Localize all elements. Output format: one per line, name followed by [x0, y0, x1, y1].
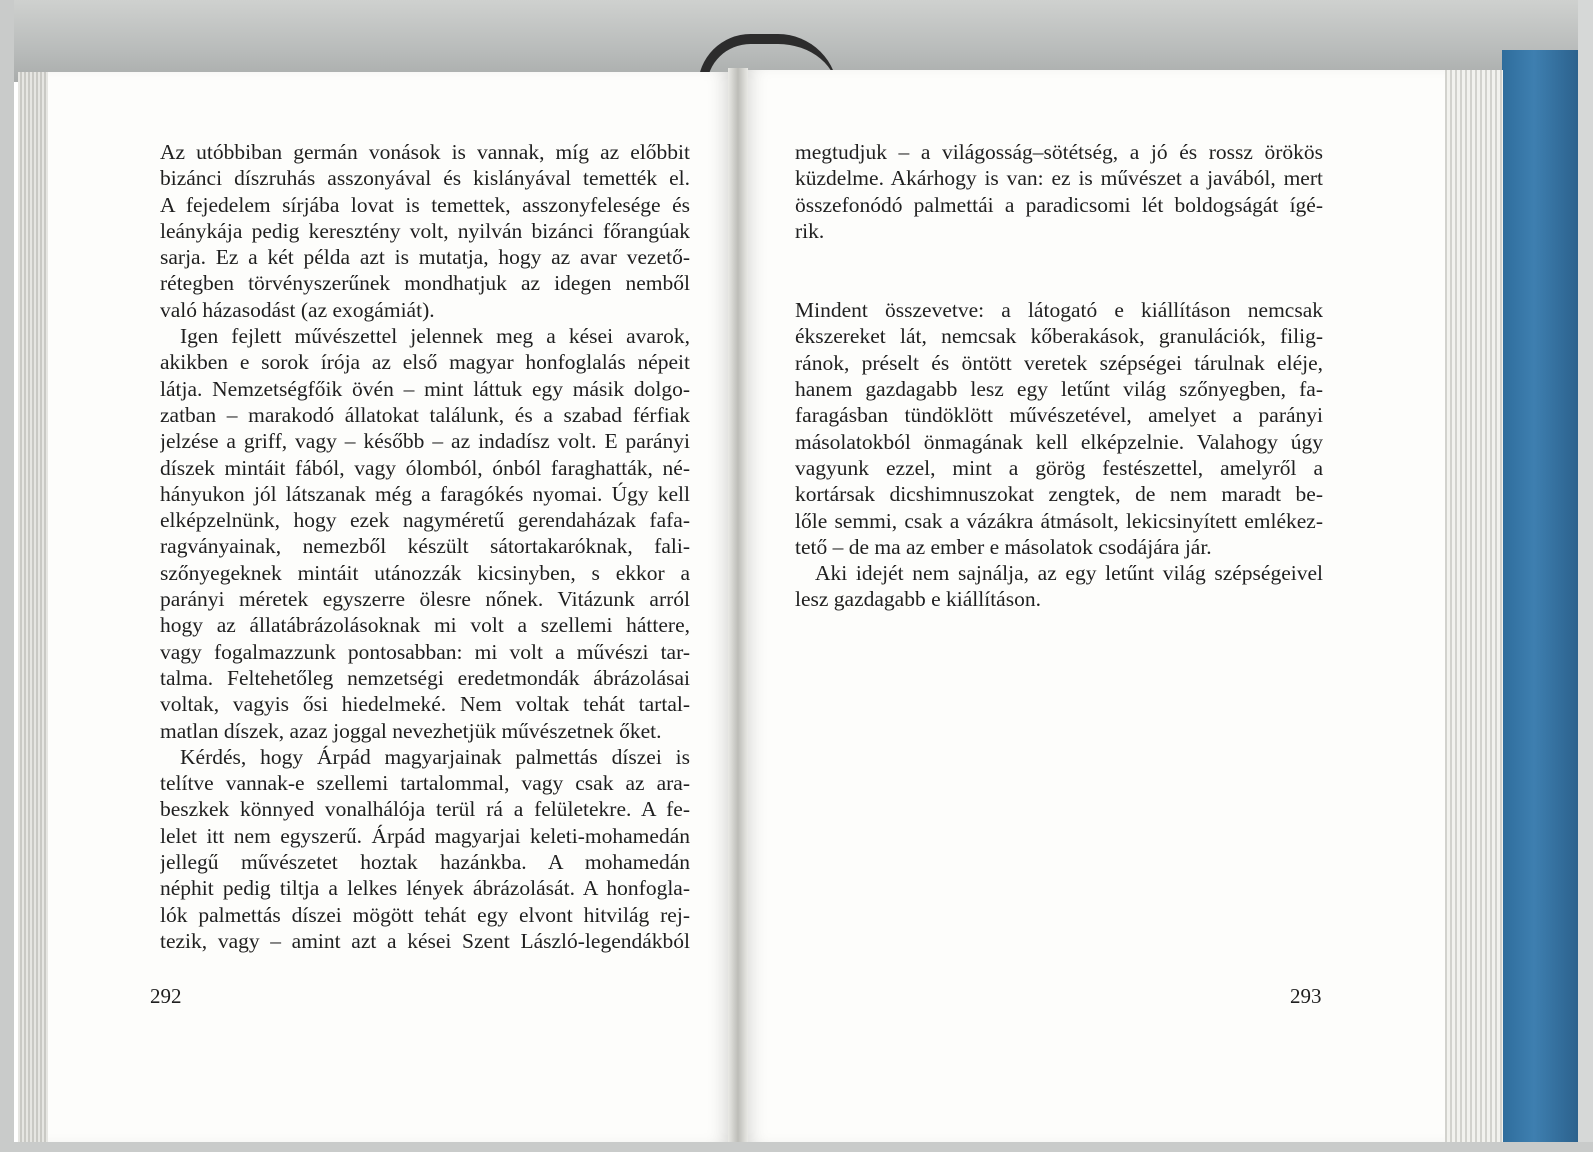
- right-page-paragraph-2: [795, 297, 1323, 613]
- right-page-edges: [1445, 70, 1503, 1142]
- text-line: parányi méretek egyszerre ölesre nőnek. Vitázunk arról: [160, 587, 690, 612]
- text-line: megtudjuk – a világosság–sötétség, a jó és rossz örökös: [795, 140, 1323, 164]
- text-line: hanem gazdagabb lesz egy letűnt világ szőnyegben, fa-: [795, 377, 1323, 402]
- text-line: leánykája pedig keresztény volt, nyilván bizánci főrangúak: [160, 218, 690, 243]
- text-line: másolatokból önmagának kell elképzelnie. Valahogy úgy: [795, 429, 1323, 454]
- text-line: rik.: [795, 218, 825, 243]
- text-line: küzdelme. Akárhogy is van: ez is művészet a javából, mert: [795, 166, 1323, 191]
- paragraph-gap: [795, 244, 1323, 297]
- right-page-text: [795, 139, 1323, 613]
- text-line: akikben e sorok írója az első magyar honfoglalás népeit: [160, 350, 690, 375]
- text-line: ragványainak, nemezből készült sátortakaróknak, fali-: [160, 534, 690, 559]
- left-page-edges: [18, 72, 48, 1142]
- page-number-right: 293: [1290, 984, 1322, 1008]
- text-line: szőnyegeknek mintáit utánozzák kicsinyben, s ekkor a: [160, 560, 690, 585]
- book-gutter: [728, 68, 748, 1142]
- scanner-background-left: [0, 0, 14, 1152]
- text-line: Mindent összevetve: a látogató e kiállításon nemcsak: [795, 298, 1323, 323]
- text-line: faragásban tündöklött művészetével, amelyet a parányi: [795, 403, 1323, 428]
- text-line: talma. Feltehetőleg nemzetségi eredetmondák ábrázolásai: [160, 665, 690, 690]
- text-line: hogy az állatábrázolásoknak mi volt a szellemi háttere,: [160, 613, 690, 638]
- text-line: zatban – marakodó állatokat találunk, és a szabad férfiak: [160, 402, 690, 427]
- scanner-background-right: [1578, 0, 1593, 1152]
- text-line: lelet itt nem egyszerű. Árpád magyarjai keleti-mohamedán: [160, 823, 690, 848]
- text-line: lesz gazdagabb e kiállításon.: [795, 587, 1041, 612]
- text-line: beszkek könnyed vonalhálója terül rá a felületekre. A fe-: [160, 797, 690, 822]
- text-line: összefonódó palmettái a paradicsomi lét boldogságát ígé-: [795, 192, 1323, 217]
- text-line: díszek mintáit fából, vagy ólomból, ónból faraghatták, né-: [160, 455, 690, 480]
- text-line: elképzelnünk, hogy ezek nagyméretű gerendaházak fafa-: [160, 508, 690, 533]
- scanner-background-bottom: [0, 1142, 1593, 1152]
- text-line: telítve vannak-e szellemi tartalommal, vagy csak az ara-: [160, 771, 690, 796]
- text-line: rétegben törvényszerűnek mondhatjuk az idegen nemből: [160, 271, 690, 296]
- text-line: való házasodást (az exogámiát).: [160, 297, 435, 322]
- text-line: vagy fogalmazzunk pontosabban: mi volt a művészi tar-: [160, 639, 690, 664]
- text-line: vagyunk ezzel, mint a görög festészettel, amelyről a: [795, 455, 1323, 480]
- text-line: Kérdés, hogy Árpád magyarjainak palmettás díszei is: [180, 744, 690, 769]
- text-line: Az utóbbiban germán vonások is vannak, míg az előbbit: [160, 140, 690, 164]
- text-line: jellegű művészetet hoztak hazánkba. A mohamedán: [160, 850, 690, 875]
- text-line: bizánci díszruhás asszonyával és kislányával temették el.: [160, 166, 690, 191]
- text-line: tezik, vagy – amint azt a kései Szent László-legendákból: [160, 928, 690, 953]
- text-line: jelzése a griff, vagy – később – az indadísz volt. E parányi: [160, 429, 690, 454]
- text-line: hányukon jól látszanak még a faragókés nyomai. Úgy kell: [160, 481, 690, 506]
- right-page-paragraph-1: [795, 139, 1323, 244]
- text-line: ékszereket lát, nemcsak kőberakások, granulációk, filig-: [795, 324, 1323, 349]
- text-line: A fejedelem sírjába lovat is temettek, asszonyfelesége és: [160, 192, 690, 217]
- text-line: Aki idejét nem sajnálja, az egy letűnt világ szépségeivel: [815, 561, 1323, 586]
- text-line: látja. Nemzetségfőik övén – mint láttuk egy másik dolgo-: [160, 376, 690, 401]
- text-line: matlan díszek, azaz joggal nevezhetjük művészetnek őket.: [160, 718, 662, 743]
- text-line: tető – de ma az ember e másolatok csodájára jár.: [795, 534, 1212, 559]
- text-line: voltak, vagyis ősi hiedelmeké. Nem voltak tehát tartal-: [160, 692, 690, 717]
- text-line: kortársak dicshimnuszokat zengtek, de nem maradt be-: [795, 482, 1323, 507]
- text-line: sarja. Ez a két példa azt is mutatja, hogy az avar vezető-: [160, 245, 690, 270]
- text-line: lőle semmi, csak a vázákra átmásolt, lekicsinyített emlékez-: [795, 508, 1323, 533]
- text-line: lók palmettás díszei mögött tehát egy elvont hitvilág rej-: [160, 902, 690, 927]
- text-line: néphit pedig tiltja a lelkes lények ábrázolását. A honfogla-: [160, 876, 690, 901]
- left-page-text: [160, 139, 690, 954]
- text-line: Igen fejlett művészettel jelennek meg a kései avarok,: [180, 324, 690, 349]
- text-line: ránok, préselt és öntött veretek szépségei tárulnak eléje,: [795, 350, 1323, 375]
- page-number-left: 292: [150, 984, 182, 1008]
- book-cover-edge: [1502, 50, 1582, 1142]
